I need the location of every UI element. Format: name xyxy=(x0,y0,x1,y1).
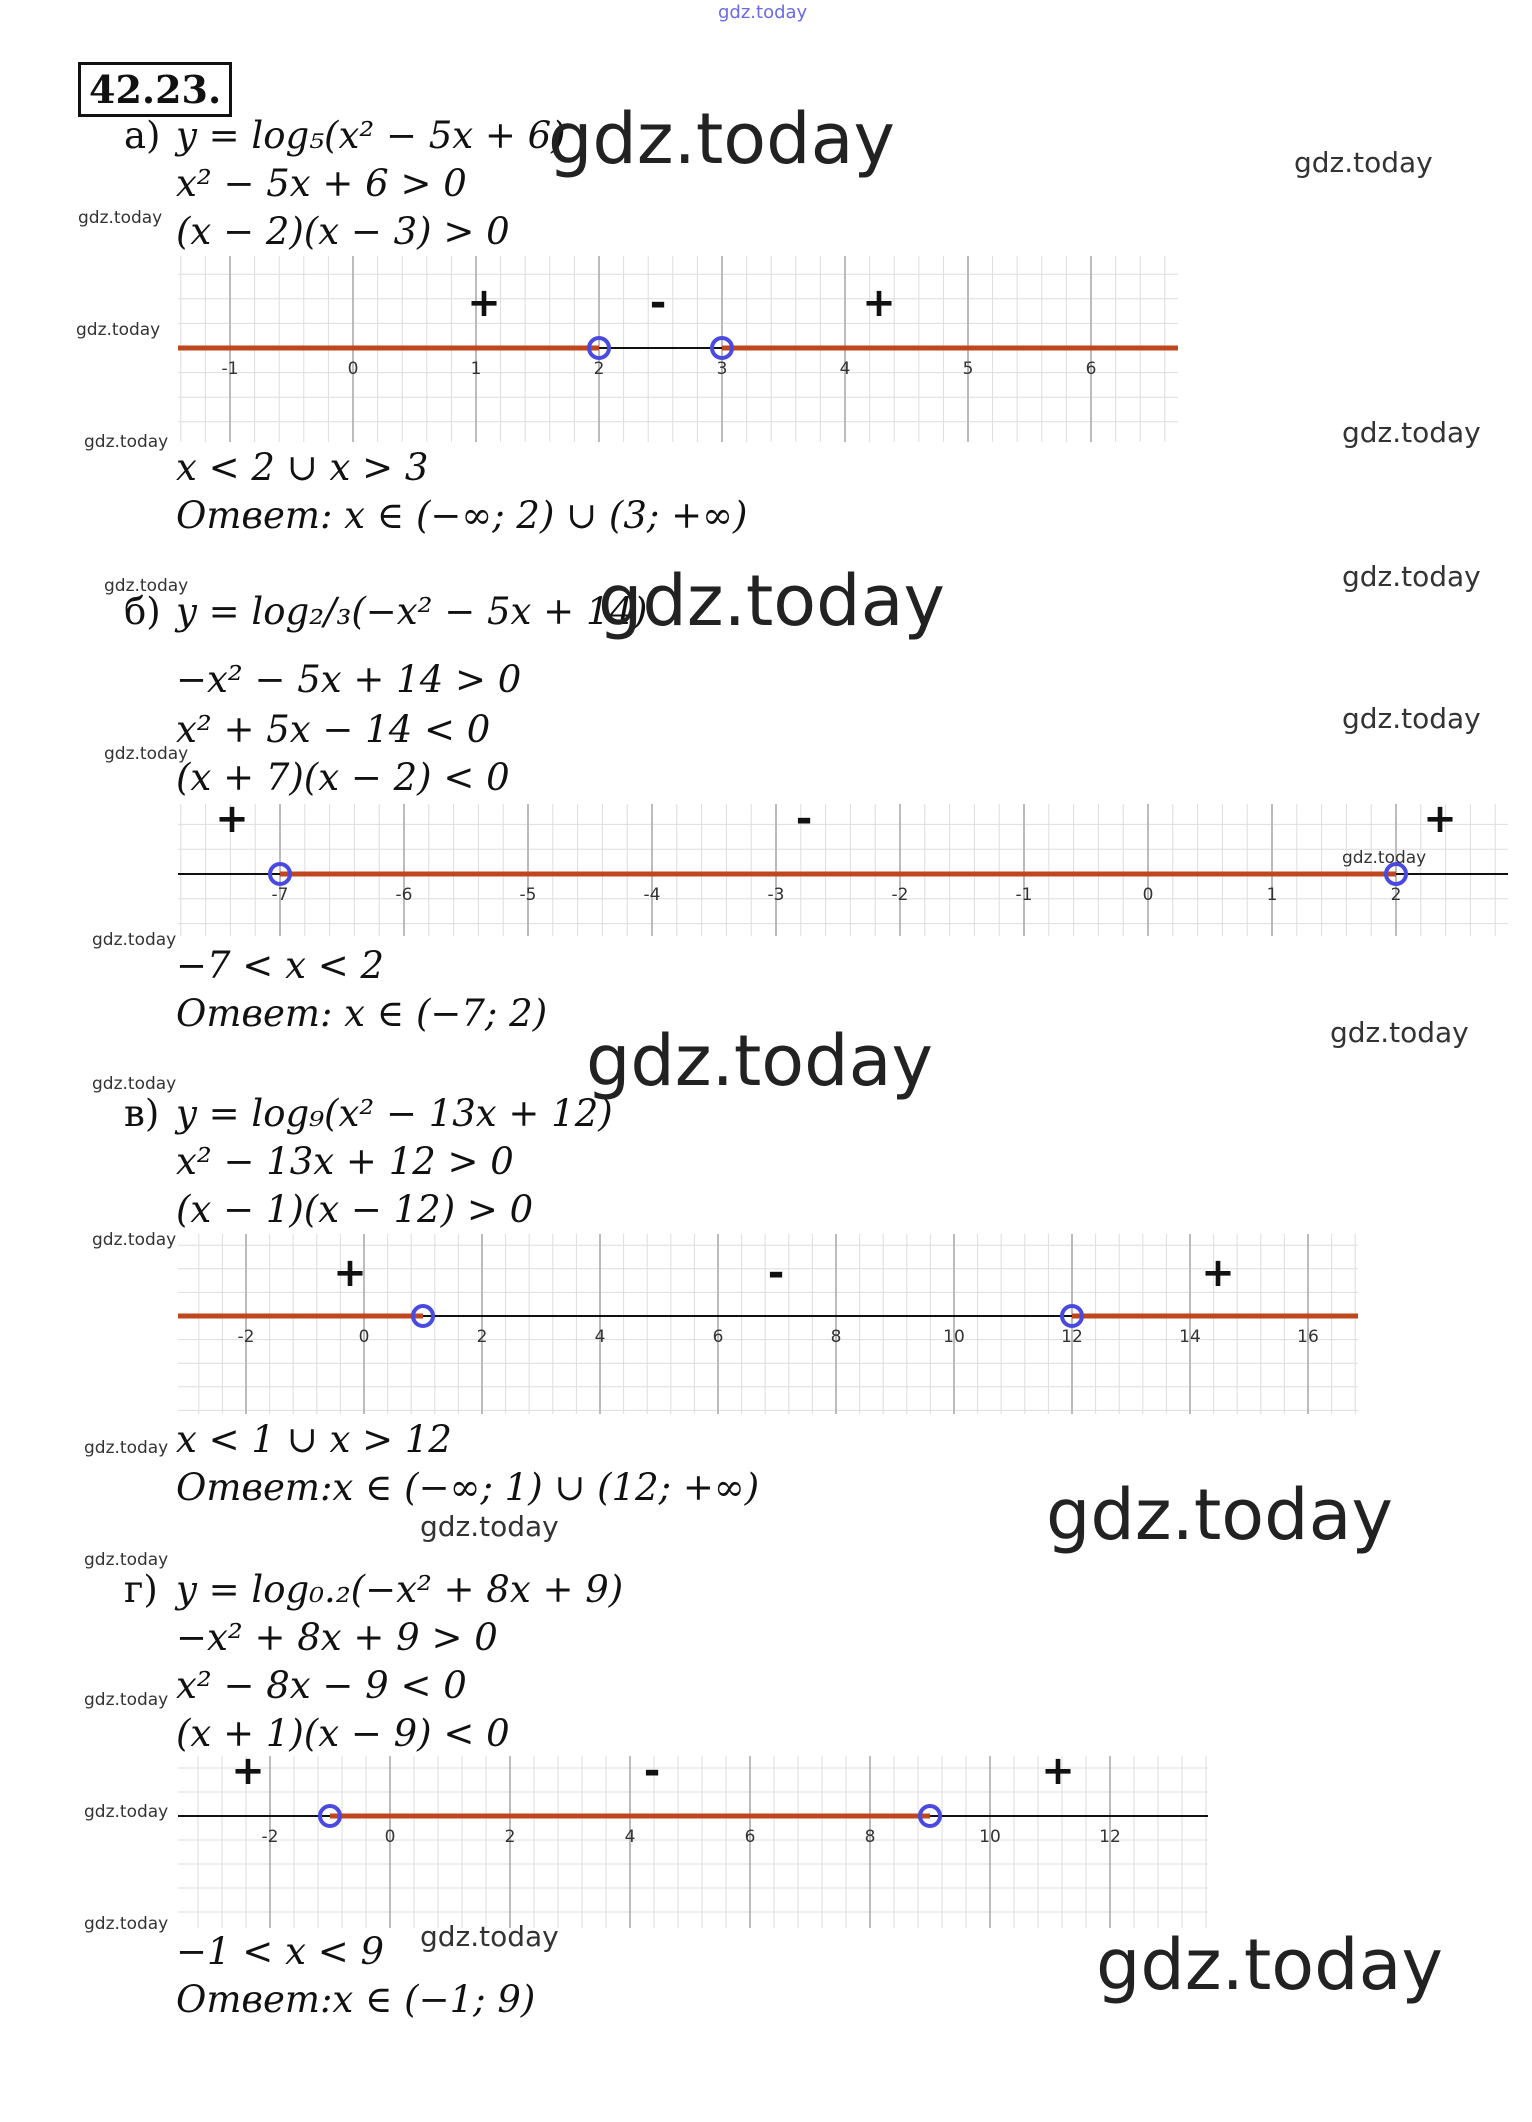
interval-sign: + xyxy=(862,280,896,326)
tick-label: 14 xyxy=(1179,1327,1201,1347)
watermark: gdz.today xyxy=(1046,1474,1393,1556)
tick-label: 8 xyxy=(864,1827,876,1847)
part-d-step-1: −x² + 8x + 9 > 0 xyxy=(176,1616,498,1659)
part-a-answer xyxy=(176,494,747,537)
interval-sign: + xyxy=(467,280,501,326)
tick-label: 1 xyxy=(470,359,482,379)
tick-label: -5 xyxy=(519,885,537,905)
watermark: gdz.today xyxy=(1342,702,1481,735)
part-c-step-1: x² − 13x + 12 > 0 xyxy=(176,1140,514,1183)
interval-sign: - xyxy=(643,1748,661,1794)
tick-label: 12 xyxy=(1099,1827,1121,1847)
part-b-answer xyxy=(176,992,547,1035)
watermark: gdz.today xyxy=(78,208,163,228)
tick-label: 2 xyxy=(1390,885,1402,905)
tick-label: 10 xyxy=(979,1827,1001,1847)
part-c-answer xyxy=(176,1466,759,1509)
watermark: gdz.today xyxy=(84,1802,169,1822)
watermark: gdz.today xyxy=(420,1920,559,1953)
watermark: gdz.today xyxy=(1330,1016,1469,1049)
interval-sign: - xyxy=(649,280,667,326)
part-c-label: в) xyxy=(124,1092,160,1135)
watermark: gdz.today xyxy=(1096,1924,1443,2006)
answer-word: Ответ xyxy=(176,1466,320,1509)
watermark: gdz.today xyxy=(84,1914,169,1934)
part-d-function: y = log₀.₂(−x² + 8x + 9) xyxy=(176,1568,624,1611)
watermark: gdz.today xyxy=(84,1550,169,1570)
part-b-result: −7 < x < 2 xyxy=(176,944,384,987)
part-b-label: б) xyxy=(124,590,161,633)
watermark: gdz.today xyxy=(598,560,945,642)
interval-sign: - xyxy=(767,1250,785,1296)
number-line-b xyxy=(178,796,1508,936)
tick-label: -1 xyxy=(221,359,239,379)
tick-label: 16 xyxy=(1297,1327,1319,1347)
part-c-step-2: (x − 1)(x − 12) > 0 xyxy=(176,1188,534,1231)
watermark: gdz.today xyxy=(84,1690,169,1710)
part-b-step-1: −x² − 5x + 14 > 0 xyxy=(176,658,522,701)
watermark: gdz.today xyxy=(104,744,189,764)
watermark: gdz.today xyxy=(92,930,177,950)
tick-label: -2 xyxy=(237,1327,255,1347)
watermark: gdz.today xyxy=(104,576,189,596)
tick-label: -3 xyxy=(767,885,785,905)
watermark: gdz.today xyxy=(76,320,161,340)
tick-label: 2 xyxy=(476,1327,488,1347)
part-a-step-1: x² − 5x + 6 > 0 xyxy=(176,162,467,205)
tick-label: -2 xyxy=(261,1827,279,1847)
part-d-answer xyxy=(176,1978,535,2021)
part-d-step-2: x² − 8x − 9 < 0 xyxy=(176,1664,467,1707)
answer-word: Ответ xyxy=(176,992,320,1035)
watermark: gdz.today xyxy=(92,1230,177,1250)
tick-label: 12 xyxy=(1061,1327,1083,1347)
part-a-function: y = log₅(x² − 5x + 6) xyxy=(176,114,566,157)
tick-label: 1 xyxy=(1266,885,1278,905)
tick-label: 6 xyxy=(1085,359,1097,379)
watermark: gdz.today xyxy=(1342,416,1481,449)
part-c-function: y = log₉(x² − 13x + 12) xyxy=(176,1092,613,1135)
interval-sign: + xyxy=(1041,1748,1075,1794)
tick-label: 6 xyxy=(744,1827,756,1847)
problem-number: 42.23. xyxy=(78,62,232,117)
tick-label: -2 xyxy=(891,885,909,905)
answer-value: : x ∈ (−∞; 2) ∪ (3; +∞) xyxy=(319,494,748,537)
interval-sign: + xyxy=(1423,796,1457,842)
tick-label: -1 xyxy=(1015,885,1033,905)
tick-label: 0 xyxy=(384,1827,396,1847)
tick-label: 0 xyxy=(347,359,359,379)
tick-label: -7 xyxy=(271,885,289,905)
tick-label: 4 xyxy=(839,359,851,379)
part-c-result: x < 1 ∪ x > 12 xyxy=(176,1418,452,1461)
watermark: gdz.today xyxy=(586,1020,933,1102)
tick-label: 2 xyxy=(504,1827,516,1847)
watermark: gdz.today xyxy=(1342,848,1427,868)
answer-word: Ответ xyxy=(176,494,320,537)
part-b-step-2: x² + 5x − 14 < 0 xyxy=(176,708,491,751)
answer-value: :x ∈ (−∞; 1) ∪ (12; +∞) xyxy=(319,1466,760,1509)
tick-label: 3 xyxy=(716,359,728,379)
watermark: gdz.today xyxy=(92,1074,177,1094)
number-line-d xyxy=(178,1748,1208,1928)
part-d-result: −1 < x < 9 xyxy=(176,1930,384,1973)
part-a-label: а) xyxy=(124,114,161,157)
watermark: gdz.today xyxy=(84,432,169,452)
watermark: gdz.today xyxy=(84,1438,169,1458)
interval-sign: + xyxy=(333,1250,367,1296)
watermark: gdz.today xyxy=(1342,560,1481,593)
tick-label: 0 xyxy=(358,1327,370,1347)
header-watermark: gdz.today xyxy=(718,2,808,23)
answer-value: : x ∈ (−7; 2) xyxy=(319,992,548,1035)
number-line-a xyxy=(178,256,1178,442)
tick-label: 6 xyxy=(712,1327,724,1347)
answer-value: :x ∈ (−1; 9) xyxy=(319,1978,536,2021)
interval-sign: + xyxy=(215,796,249,842)
watermark: gdz.today xyxy=(420,1510,559,1543)
tick-label: 4 xyxy=(594,1327,606,1347)
watermark: gdz.today xyxy=(548,98,895,180)
number-line-c xyxy=(178,1234,1358,1414)
interval-sign: + xyxy=(231,1748,265,1794)
interval-sign: + xyxy=(1201,1250,1235,1296)
tick-label: 0 xyxy=(1142,885,1154,905)
part-b-step-3: (x + 7)(x − 2) < 0 xyxy=(176,756,510,799)
tick-label: 10 xyxy=(943,1327,965,1347)
tick-label: 2 xyxy=(593,359,605,379)
part-d-label: г) xyxy=(124,1568,158,1611)
tick-label: 8 xyxy=(830,1327,842,1347)
answer-word: Ответ xyxy=(176,1978,320,2021)
watermark: gdz.today xyxy=(1294,146,1433,179)
part-b-function: y = log₂/₃(−x² − 5x + 14) xyxy=(176,590,648,633)
tick-label: -4 xyxy=(643,885,661,905)
tick-label: 5 xyxy=(962,359,974,379)
part-d-step-3: (x + 1)(x − 9) < 0 xyxy=(176,1712,510,1755)
part-a-result: x < 2 ∪ x > 3 xyxy=(176,446,429,489)
tick-label: -6 xyxy=(395,885,413,905)
interval-sign: - xyxy=(795,796,813,842)
part-a-step-2: (x − 2)(x − 3) > 0 xyxy=(176,210,510,253)
tick-label: 4 xyxy=(624,1827,636,1847)
